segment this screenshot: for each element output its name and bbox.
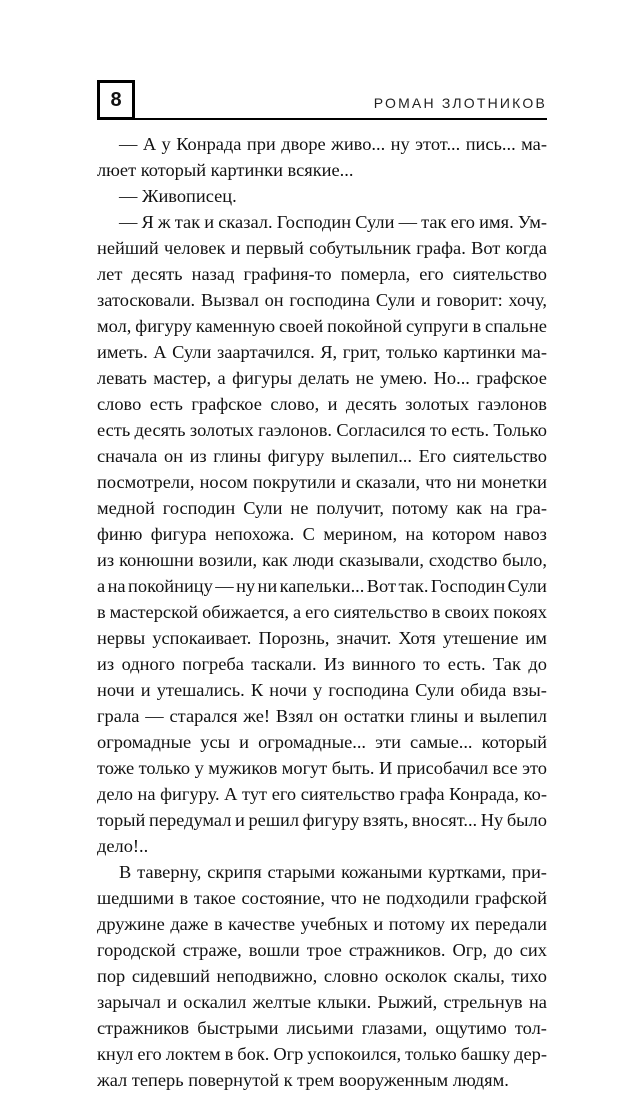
text-line: нервы успокаивает. Порознь, значит. Хотя утешение им [97, 628, 547, 648]
text-line: зарычал и оскалил желтые клыки. Рыжий, стрельнув на [97, 992, 547, 1012]
text-line: дело на фигуру. А тут его сиятельство графа Конрада, ко- [97, 784, 547, 804]
text-line: сначала он из глины фигуру вылепил... Его сиятельство [97, 446, 547, 466]
text-line: ночи и утешались. К ночи у господина Сули обида взы- [97, 680, 547, 700]
text-line: кнул его локтем в бок. Огр успокоился, только башку дер- [97, 1044, 547, 1064]
text-line: в мастерской обижается, а его сиятельство в своих покоях [97, 602, 547, 622]
text-line: шедшими в такое состояние, что не подходили графской [97, 888, 547, 908]
text-line: финю фигура непохожа. С мерином, на котором навоз [97, 524, 547, 544]
text-line: нейший человек и первый собутыльник графа. Вот когда [97, 238, 547, 258]
text-line: мол, фигуру каменную своей покойной супруги в спальне [97, 316, 547, 336]
text-line: люет который картинки всякие... [97, 160, 354, 180]
text-line: из конюшни возили, как люди сказывали, сходство было, [97, 550, 547, 570]
text-line: медной господин Сули не получит, потому как на гра- [97, 498, 547, 518]
text-line: городской страже, вошли трое стражников. Огр, до сих [97, 940, 547, 960]
text-line: — Живописец. [119, 186, 237, 206]
text-line: затосковали. Вызвал он господина Сули и говорит: хочу, [97, 290, 547, 310]
body-text [97, 131, 547, 1093]
text-line: стражников быстрыми лисьими глазами, ощутимо тол- [97, 1018, 547, 1038]
page-number: 8 [110, 88, 122, 111]
text-line: В таверну, скрипя старыми кожаными куртками, при- [119, 862, 547, 882]
text-line: жал теперь повернутой к трем вооруженным людям. [97, 1070, 509, 1090]
text-line: слово есть графское слово, и десять золотых гаэлонов [97, 394, 547, 414]
text-line: посмотрели, носом покрутили и сказали, что ни монетки [97, 472, 547, 492]
text-line: дружине даже в качестве учебных и потому их передали [97, 914, 547, 934]
text-line: лет десять назад графиня-то померла, его сиятельство [97, 264, 547, 284]
text-line: тоже только у мужиков могут быть. И присобачил все это [97, 758, 547, 778]
running-head: РОМАН ЗЛОТНИКОВ [373, 95, 547, 111]
text-line: дело!.. [97, 836, 149, 856]
text-line: из одного погреба таскали. Из винного то есть. Так до [97, 654, 547, 674]
page-number-box [97, 80, 135, 120]
text-line: есть десять золотых гаэлонов. Согласился то есть. Только [97, 420, 547, 440]
text-line: огромадные усы и огромадные... эти самые... который [97, 732, 547, 752]
text-line: а на покойницу — ну ни капельки... Вот так. Господин Сули [97, 576, 547, 596]
text-line: торый передумал и решил фигуру взять, вносят... Ну было [97, 810, 547, 830]
header-rule [97, 118, 547, 120]
text-line: иметь. А Сули заартачился. Я, грит, только картинки ма- [97, 342, 547, 362]
text-line: — А у Конрада при дворе живо... ну этот... пись... ма- [119, 134, 547, 154]
text-line: левать мастер, а фигуры делать не умею. Но... графское [97, 368, 547, 388]
text-line: — Я ж так и сказал. Господин Сули — так его имя. Ум- [119, 212, 547, 232]
text-line: пор сидевший неподвижно, словно осколок скалы, тихо [97, 966, 547, 986]
text-line: грала — старался же! Взял он остатки глины и вылепил [97, 706, 547, 726]
